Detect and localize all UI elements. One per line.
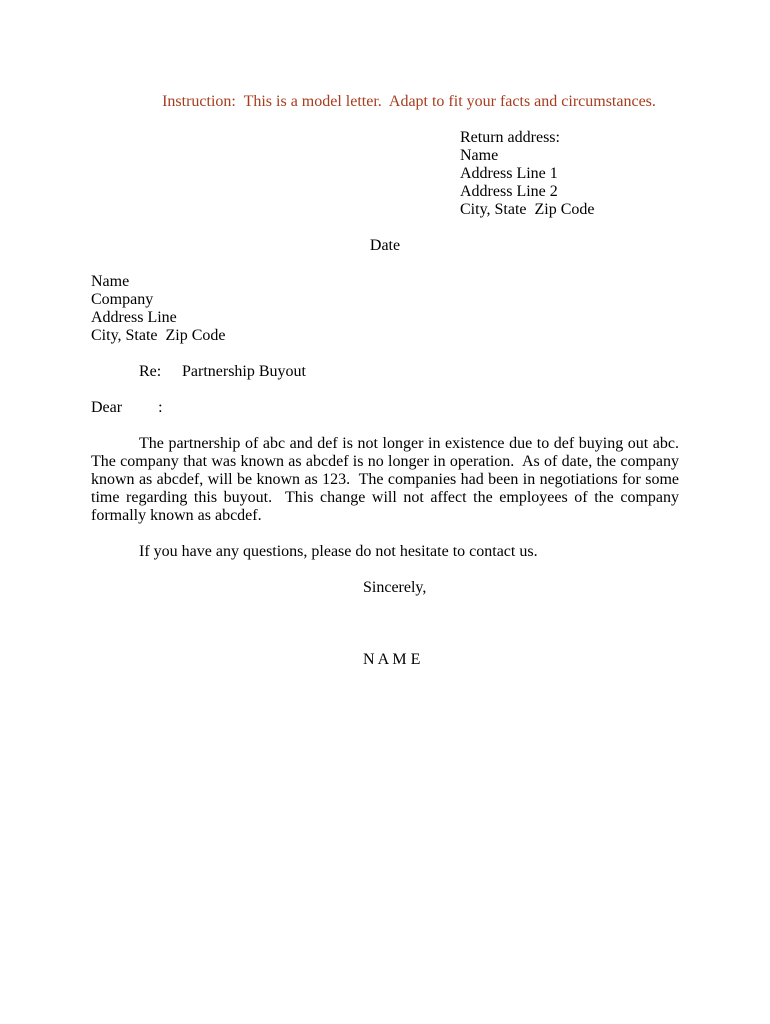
closing-valediction: Sincerely,	[363, 579, 427, 596]
return-address-name: Name	[460, 147, 499, 164]
re-label: Re:	[139, 363, 162, 380]
subject-text: Partnership Buyout	[182, 363, 306, 380]
return-address-label: Return address:	[460, 129, 560, 146]
body-paragraph-2: If you have any questions, please do not hesitate to contact us.	[139, 543, 538, 560]
return-address-line-1: Address Line 1	[460, 165, 558, 182]
recipient-city-state-zip: City, State Zip Code	[91, 327, 226, 344]
salutation: Dear :	[91, 399, 163, 416]
return-address-line-2: Address Line 2	[460, 183, 558, 200]
recipient-block	[91, 273, 679, 345]
recipient-name: Name	[91, 273, 130, 290]
return-address-city-state-zip: City, State Zip Code	[460, 201, 595, 218]
date-line: Date	[369, 237, 401, 254]
recipient-address-line: Address Line	[91, 309, 177, 326]
return-address-block	[460, 129, 679, 219]
recipient-company: Company	[91, 291, 154, 308]
body-paragraph-1: The partnership of abc and def is not longer in existence due to def buying out abc. The company that was known as abcdef is no longer in operation. As of date, the company known as abcdef, will be known as 123. The companies had been in negotiations for some time regarding this buyout. This change will not affect the employees of the company formally known as abcdef.	[91, 435, 687, 524]
instruction-note: Instruction: This is a model letter. Adapt to fit your facts and circumstances.	[162, 93, 656, 110]
subject-line	[91, 363, 679, 381]
signature-name: N A M E	[363, 651, 421, 668]
